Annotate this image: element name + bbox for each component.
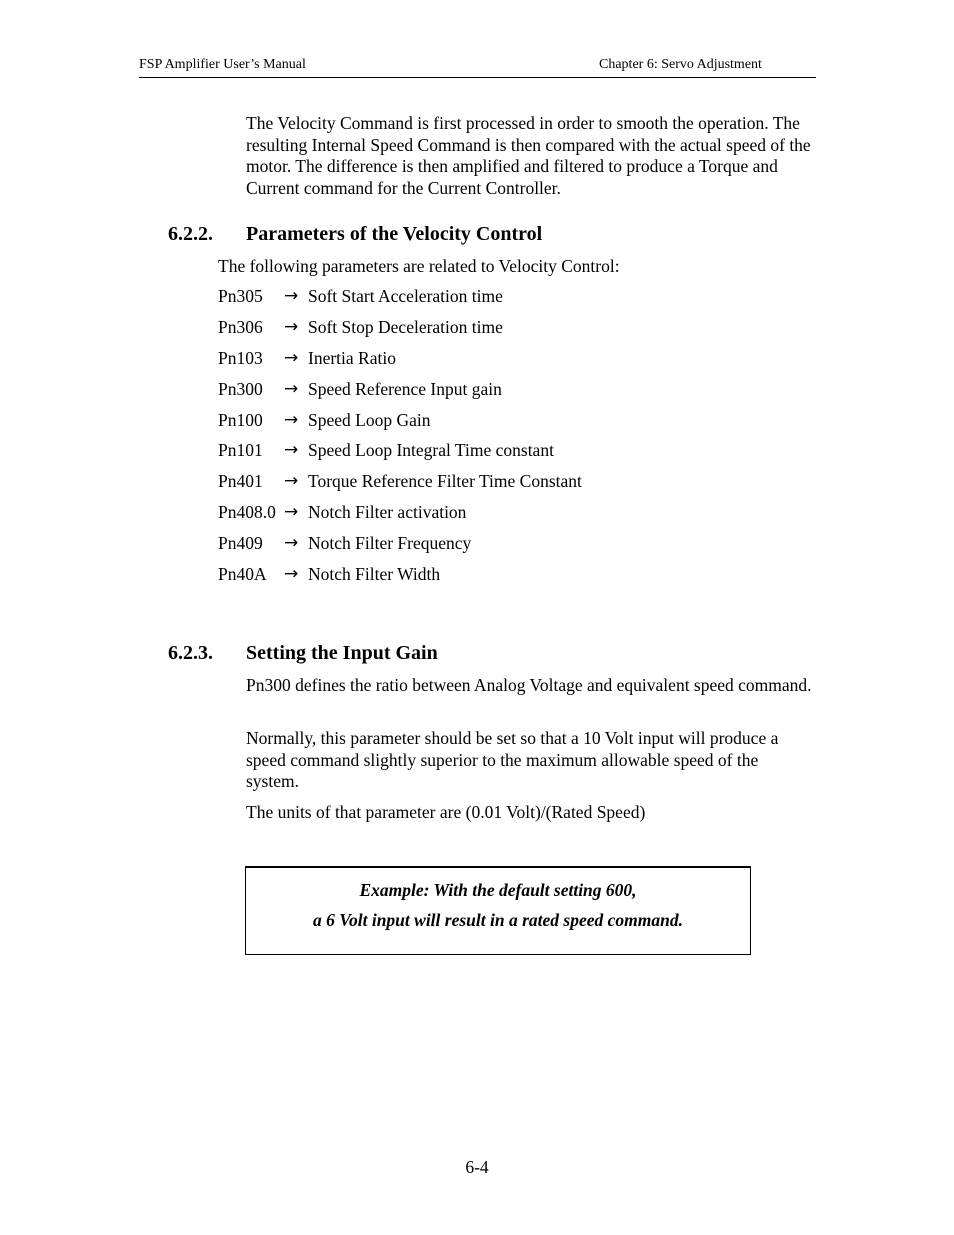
example-box xyxy=(245,866,751,955)
intro-paragraph: The Velocity Command is first processed in order to smooth the operation. The resulting Internal Speed Command is then compared with the actual speed of the motor. The difference is then amplified and filtered to produce a Torque and Current command for the Current Controller. xyxy=(246,113,811,198)
param-description: Notch Filter Width xyxy=(308,564,441,585)
param-code: Pn409 xyxy=(218,533,263,554)
param-description: Torque Reference Filter Time Constant xyxy=(308,471,582,492)
param-description: Notch Filter activation xyxy=(308,502,467,523)
param-code: Pn401 xyxy=(218,471,263,492)
arrow-right-icon: → xyxy=(284,347,299,368)
header-manual-title: FSP Amplifier User’s Manual xyxy=(139,57,306,72)
param-code: Pn40A xyxy=(218,564,267,585)
param-code: Pn101 xyxy=(218,440,263,461)
param-code: Pn103 xyxy=(218,347,263,368)
section-title: Setting the Input Gain xyxy=(246,642,438,664)
param-code: Pn300 xyxy=(218,378,263,399)
param-code: Pn100 xyxy=(218,409,263,430)
input-gain-paragraph-1: Pn300 defines the ratio between Analog Voltage and equivalent speed command. xyxy=(246,675,812,695)
example-line-1: Example: With the default setting 600, xyxy=(359,880,637,900)
section-title: Parameters of the Velocity Control xyxy=(246,223,543,245)
arrow-right-icon: → xyxy=(284,564,299,585)
arrow-right-icon: → xyxy=(284,316,299,337)
section-heading-622 xyxy=(168,223,668,249)
page-number: 6-4 xyxy=(465,1157,489,1177)
arrow-right-icon: → xyxy=(284,533,299,554)
section-number: 6.2.2. xyxy=(168,223,213,245)
arrow-right-icon: → xyxy=(284,286,299,306)
param-code: Pn306 xyxy=(218,316,263,337)
params-lead-text: The following parameters are related to Velocity Control: xyxy=(218,256,620,276)
param-description: Speed Reference Input gain xyxy=(308,378,502,399)
param-description: Notch Filter Frequency xyxy=(308,533,472,554)
input-gain-paragraph-3: The units of that parameter are (0.01 Volt)/(Rated Speed) xyxy=(246,802,646,822)
header-chapter-title: Chapter 6: Servo Adjustment xyxy=(599,57,762,72)
arrow-right-icon: → xyxy=(284,502,299,523)
section-number: 6.2.3. xyxy=(168,642,213,664)
section-heading-623 xyxy=(168,642,668,668)
arrow-right-icon: → xyxy=(284,471,299,492)
page-header xyxy=(139,56,816,78)
arrow-right-icon: → xyxy=(284,440,299,461)
param-code: Pn408.0 xyxy=(218,502,276,523)
param-description: Speed Loop Integral Time constant xyxy=(308,440,554,461)
param-description: Soft Start Acceleration time xyxy=(308,286,503,306)
arrow-right-icon: → xyxy=(284,378,299,399)
input-gain-paragraph-2: Normally, this parameter should be set so that a 10 Volt input will produce a speed command slightly superior to the maximum allowable speed of the system. xyxy=(246,728,779,791)
param-description: Inertia Ratio xyxy=(308,347,396,368)
param-description: Speed Loop Gain xyxy=(308,409,431,430)
param-code: Pn305 xyxy=(218,286,263,306)
example-line-2: a 6 Volt input will result in a rated speed command. xyxy=(313,910,683,930)
arrow-right-icon: → xyxy=(284,409,299,430)
param-description: Soft Stop Deceleration time xyxy=(308,316,503,337)
